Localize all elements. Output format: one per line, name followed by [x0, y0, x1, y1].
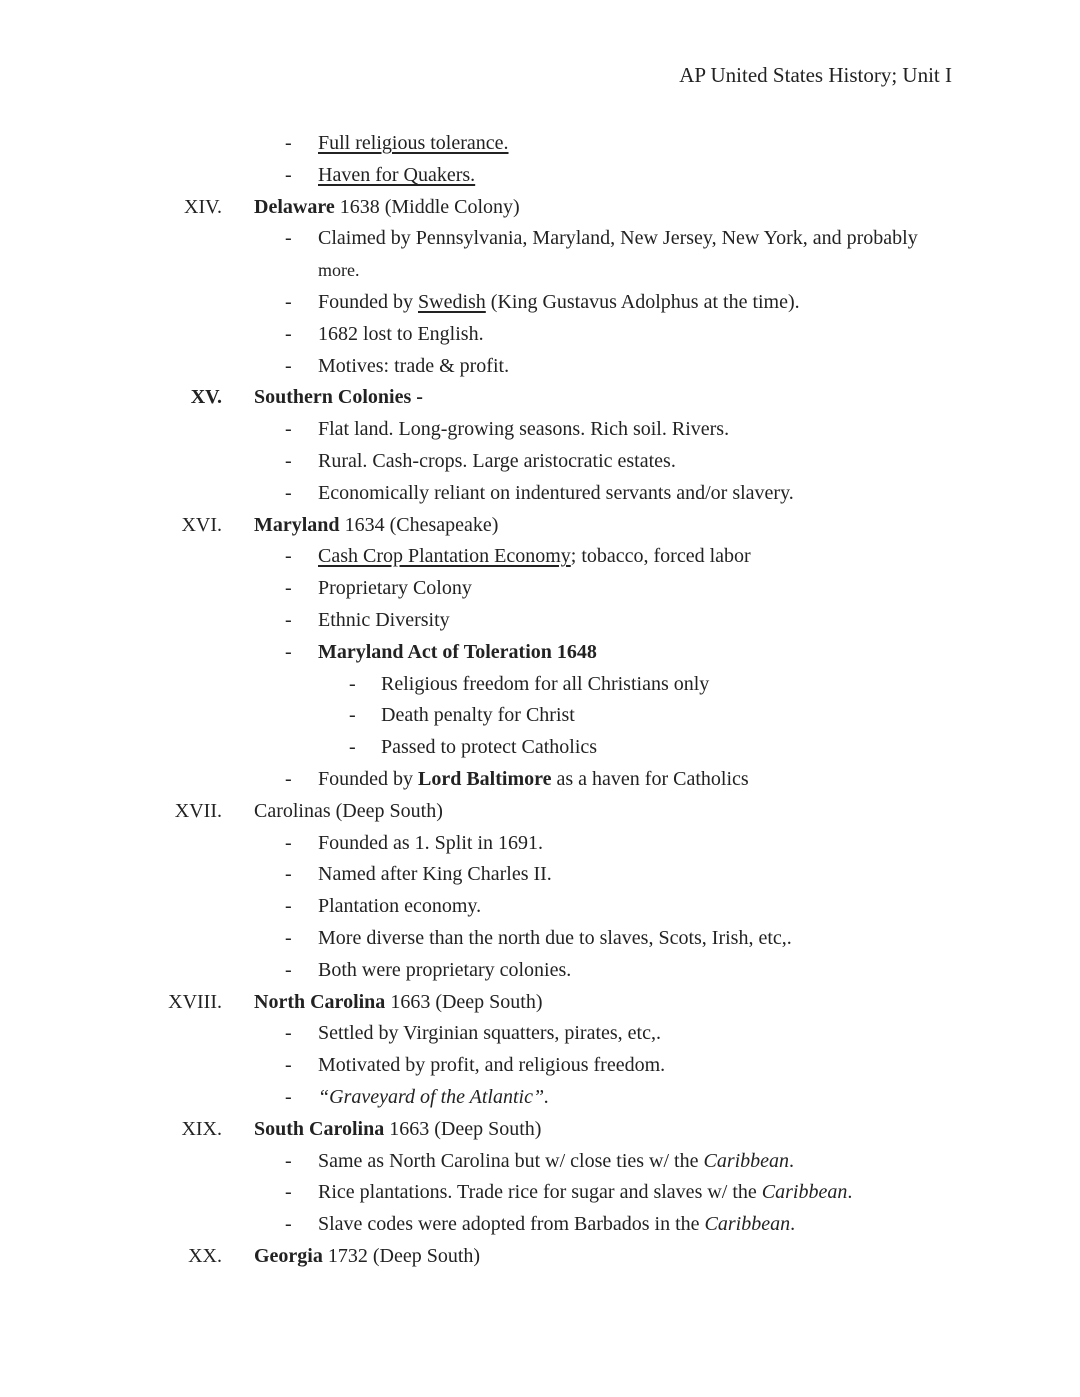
bullet-text: Death penalty for Christ	[381, 704, 575, 727]
bullet-text: Named after King Charles II.	[318, 863, 552, 886]
colony-detail: 1634 (Chesapeake)	[339, 513, 499, 536]
bullet-item	[0, 478, 1080, 510]
italic-term: Caribbean	[704, 1213, 791, 1236]
bullet-item	[0, 287, 1080, 319]
bullet-text: ; tobacco, forced labor	[570, 545, 751, 568]
bullet-dash: -	[285, 1054, 292, 1077]
colony-name: South Carolina	[254, 1117, 385, 1140]
colony-name: North Carolina	[254, 990, 386, 1013]
sub-bullet-item	[0, 700, 1080, 732]
bullet-text: (King Gustavus Adolphus at the time).	[485, 290, 800, 313]
bullet-text: Passed to protect Catholics	[381, 736, 598, 759]
bullet-text: More diverse than the north due to slaves, Scots, Irish, etc,.	[318, 926, 792, 949]
bullet-text: Slave codes were adopted from Barbados in the	[318, 1213, 705, 1236]
bullet-dash: -	[285, 926, 292, 949]
bullet-dash: -	[285, 418, 292, 441]
bullet-dash: -	[285, 863, 292, 886]
bullet-dash: -	[285, 1181, 292, 1204]
bullet-item	[0, 573, 1080, 605]
page-header: AP United States History; Unit I	[679, 63, 952, 87]
colony-detail: 1732 (Deep South)	[322, 1244, 481, 1267]
bullet-item	[0, 605, 1080, 637]
bullet-text: Same as North Carolina but w/ close ties w/ the	[318, 1149, 704, 1172]
bullet-text: more.	[318, 260, 360, 281]
bullet-text: Founded by	[318, 290, 418, 313]
bullet-text: Plantation economy.	[318, 895, 482, 918]
colony-name: Georgia	[254, 1244, 323, 1267]
section-numeral: XV.	[190, 386, 222, 409]
section-heading-carolinas	[0, 796, 1080, 828]
bullet-item	[0, 1177, 1080, 1209]
bullet-text: Motives: trade & profit.	[318, 354, 510, 377]
bullet-text: Haven for Quakers.	[318, 163, 476, 186]
bullet-item	[0, 128, 1080, 160]
italic-term: Caribbean	[703, 1149, 790, 1172]
underlined-term: Swedish	[418, 290, 486, 313]
bullet-item	[0, 637, 1080, 669]
section-numeral: XIX.	[181, 1117, 222, 1140]
bullet-dash: -	[285, 895, 292, 918]
colony-detail: 1638 (Middle Colony)	[334, 195, 520, 218]
bullet-text: Claimed by Pennsylvania, Maryland, New Jersey, New York, and probably	[318, 227, 918, 250]
bullet-item	[0, 923, 1080, 955]
bullet-text: Flat land. Long-growing seasons. Rich soil. Rivers.	[318, 418, 730, 441]
bullet-item	[0, 1018, 1080, 1050]
bullet-text: Motivated by profit, and religious freedom.	[318, 1054, 666, 1077]
bullet-dash: -	[349, 704, 356, 727]
colony-detail: 1663 (Deep South)	[384, 1117, 542, 1140]
bullet-dash: -	[285, 322, 292, 345]
bullet-item	[0, 223, 1080, 255]
bullet-dash: -	[285, 354, 292, 377]
italic-term: Caribbean	[761, 1181, 848, 1204]
bullet-item	[0, 319, 1080, 351]
bullet-item	[0, 859, 1080, 891]
bullet-dash: -	[285, 1085, 292, 1108]
section-heading-georgia	[0, 1241, 1080, 1273]
sub-bullet-item	[0, 732, 1080, 764]
bullet-text: Full religious tolerance.	[318, 132, 509, 154]
bullet-dash: -	[349, 736, 356, 759]
bullet-dash: -	[285, 449, 292, 472]
bullet-text: Settled by Virginian squatters, pirates, etc,.	[318, 1022, 661, 1045]
bullet-text: Both were proprietary colonies.	[318, 958, 572, 981]
bullet-dash: -	[285, 608, 292, 631]
bullet-continuation	[0, 255, 1080, 287]
section-numeral: XVIII.	[168, 990, 222, 1013]
bullet-text: .	[847, 1181, 853, 1204]
colony-name: Southern Colonies -	[254, 386, 423, 409]
bold-term: Lord Baltimore	[418, 767, 552, 790]
bullet-text: “Graveyard of the Atlantic”.	[318, 1085, 550, 1108]
bullet-dash: -	[285, 132, 292, 154]
bullet-text: Maryland Act of Toleration 1648	[318, 640, 597, 663]
bullet-item	[0, 414, 1080, 446]
bullet-item	[0, 446, 1080, 478]
bullet-text: Economically reliant on indentured servants and/or slavery.	[318, 481, 794, 504]
bullet-item	[0, 891, 1080, 923]
bullet-item	[0, 351, 1080, 383]
section-heading-delaware	[0, 192, 1080, 224]
bullet-dash: -	[285, 545, 292, 568]
bullet-item	[0, 1146, 1080, 1178]
bullet-item	[0, 160, 1080, 192]
section-heading-maryland	[0, 510, 1080, 542]
colony-detail: 1663 (Deep South)	[385, 990, 543, 1013]
bullet-dash: -	[285, 1022, 292, 1045]
bullet-dash: -	[285, 1213, 292, 1236]
sub-bullet-item	[0, 669, 1080, 701]
bullet-dash: -	[285, 577, 292, 600]
section-numeral: XX.	[188, 1244, 222, 1267]
bullet-text: Founded as 1. Split in 1691.	[318, 831, 544, 854]
bullet-text: 1682 lost to English.	[318, 322, 484, 345]
section-heading-north-carolina	[0, 987, 1080, 1019]
colony-name: Carolinas (Deep South)	[254, 799, 443, 822]
bullet-dash: -	[285, 481, 292, 504]
section-numeral: XVI.	[181, 513, 222, 536]
section-numeral: XIV.	[184, 195, 222, 218]
bullet-text: .	[790, 1213, 796, 1236]
bullet-text: .	[789, 1149, 795, 1172]
bullet-item	[0, 955, 1080, 987]
bullet-text: as a haven for Catholics	[551, 767, 749, 790]
bullet-item	[0, 1082, 1080, 1114]
bullet-dash: -	[285, 290, 292, 313]
bullet-text: Proprietary Colony	[318, 577, 472, 600]
bullet-dash: -	[349, 672, 356, 695]
bullet-item	[0, 541, 1080, 573]
bullet-dash: -	[285, 958, 292, 981]
bullet-text: Rice plantations. Trade rice for sugar and slaves w/ the	[318, 1181, 762, 1204]
colony-name: Maryland	[254, 513, 340, 536]
outline-content	[0, 128, 1080, 1273]
section-numeral: XVII.	[174, 799, 222, 822]
bullet-dash: -	[285, 1149, 292, 1172]
bullet-item	[0, 1050, 1080, 1082]
underlined-term: Cash Crop Plantation Economy	[318, 545, 571, 568]
bullet-dash: -	[285, 640, 292, 663]
colony-name: Delaware	[254, 195, 335, 218]
bullet-item	[0, 1209, 1080, 1241]
section-heading-south-carolina	[0, 1114, 1080, 1146]
bullet-dash: -	[285, 767, 292, 790]
bullet-text: Rural. Cash-crops. Large aristocratic estates.	[318, 449, 676, 472]
bullet-text: Ethnic Diversity	[318, 608, 450, 631]
bullet-item	[0, 764, 1080, 796]
bullet-item	[0, 828, 1080, 860]
bullet-dash: -	[285, 831, 292, 854]
section-heading-southern-colonies	[0, 382, 1080, 414]
bullet-text: Founded by	[318, 767, 418, 790]
bullet-dash: -	[285, 163, 292, 186]
bullet-text: Religious freedom for all Christians only	[381, 672, 710, 695]
bullet-dash: -	[285, 227, 292, 250]
